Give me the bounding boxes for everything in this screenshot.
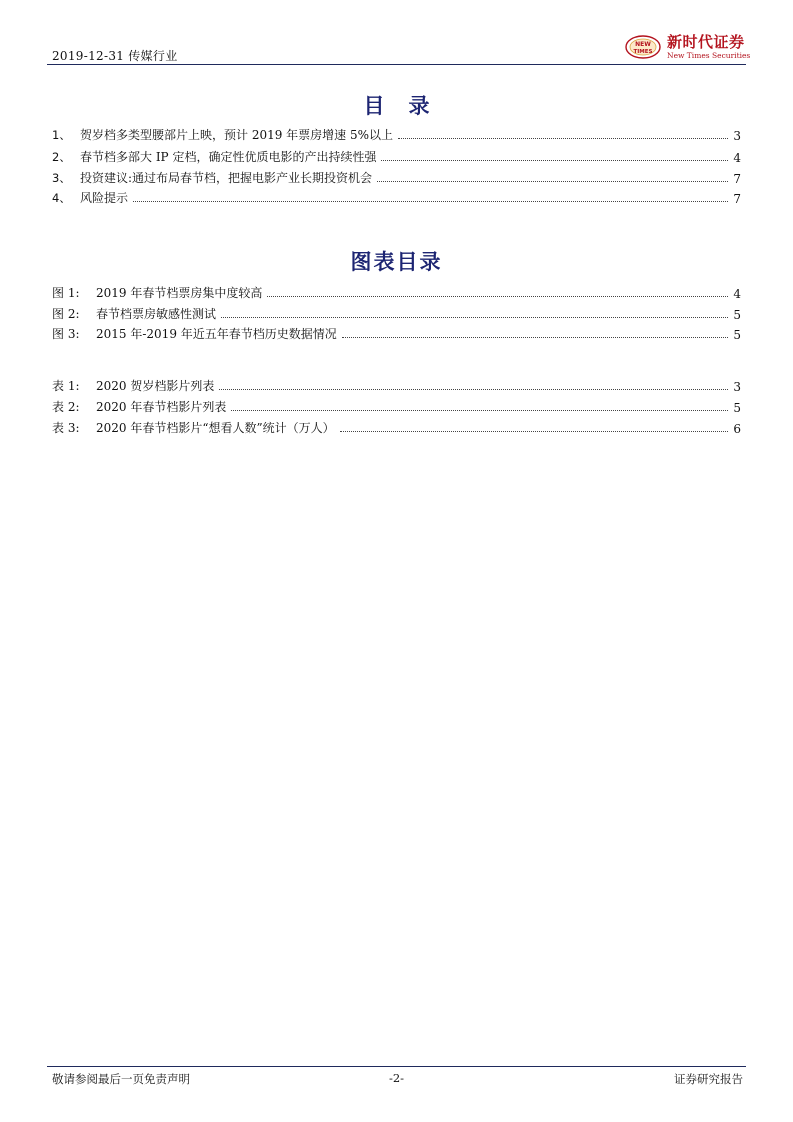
figure-entry-page: 5 <box>733 308 741 322</box>
dot-leader <box>133 200 728 202</box>
table-entry-number: 表 1: <box>52 379 80 393</box>
figure-entry-page: 5 <box>733 328 741 342</box>
toc-entry-label: 春节档多部大 IP 定档，确定性优质电影的产出持续性强 <box>80 150 377 164</box>
toc-entry-number: 4、 <box>52 191 71 205</box>
dot-leader <box>340 430 728 432</box>
toc-entry-3[interactable] <box>52 168 741 186</box>
table-entry-label: 2020 贺岁档影片列表 <box>96 379 215 393</box>
dot-leader <box>398 137 728 139</box>
table-entry-page: 5 <box>733 401 741 415</box>
dot-leader <box>221 316 728 318</box>
toc-entry-page: 7 <box>733 192 741 206</box>
svg-text:TIMES: TIMES <box>633 49 653 55</box>
figure-entry-label: 2019 年春节档票房集中度较高 <box>96 286 263 300</box>
figure-entry-number: 图 1: <box>52 286 80 300</box>
company-logo <box>625 31 750 65</box>
footer-divider <box>47 1066 746 1067</box>
figure-entry-label: 春节档票房敏感性测试 <box>96 307 217 321</box>
table-entry-page: 3 <box>733 380 741 394</box>
figure-entry-number: 图 2: <box>52 307 80 321</box>
figure-entry-page: 4 <box>733 287 741 301</box>
logo-text-en: New Times Securities <box>667 51 751 60</box>
dot-leader <box>342 336 728 338</box>
figure-entry-number: 图 3: <box>52 327 80 341</box>
dot-leader <box>267 295 728 297</box>
dot-leader <box>381 159 728 161</box>
table-entry-1[interactable] <box>52 376 741 394</box>
toc-entry-label: 投资建议:通过布局春节档，把握电影产业长期投资机会 <box>80 171 373 185</box>
toc-entry-page: 3 <box>733 129 741 143</box>
footer-page-number: -2- <box>388 1071 405 1085</box>
toc-entry-4[interactable] <box>52 188 741 206</box>
table-entry-2[interactable] <box>52 397 741 415</box>
table-entry-page: 6 <box>733 422 741 436</box>
header-divider <box>47 64 746 65</box>
toc-entry-label: 风险提示 <box>80 191 129 205</box>
footer-report-type: 证券研究报告 <box>674 1072 743 1086</box>
toc-entry-number: 2、 <box>52 150 71 164</box>
toc-entry-label: 贺岁档多类型腰部片上映，预计 2019 年票房增速 5%以上 <box>80 128 394 142</box>
figure-entry-2[interactable] <box>52 304 741 322</box>
toc-entry-1[interactable] <box>52 125 741 143</box>
table-entry-label: 2020 年春节档影片“想看人数”统计（万人） <box>96 421 335 435</box>
svg-text:NEW: NEW <box>635 41 651 48</box>
footer-disclaimer: 敬请参阅最后一页免责声明 <box>52 1072 190 1086</box>
figure-entry-1[interactable] <box>52 283 741 301</box>
dot-leader <box>231 409 728 411</box>
table-entry-number: 表 2: <box>52 400 80 414</box>
new-times-logo-icon <box>625 34 661 60</box>
toc-entry-page: 4 <box>733 151 741 165</box>
table-entry-3[interactable] <box>52 418 741 436</box>
table-entry-number: 表 3: <box>52 421 80 435</box>
dot-leader <box>219 388 728 390</box>
toc-entry-2[interactable] <box>52 147 741 165</box>
toc-entry-number: 3、 <box>52 171 71 185</box>
table-entry-label: 2020 年春节档影片列表 <box>96 400 227 414</box>
figure-entry-3[interactable] <box>52 324 741 342</box>
toc-entry-page: 7 <box>733 172 741 186</box>
logo-text-cn: 新时代证券 <box>667 33 745 51</box>
toc-title: 目录 <box>363 94 454 118</box>
figure-entry-label: 2015 年-2019 年近五年春节档历史数据情况 <box>96 327 337 341</box>
figure-index-title: 图表目录 <box>350 250 443 274</box>
toc-entry-number: 1、 <box>52 128 71 142</box>
report-date-industry: 2019-12-31 传媒行业 <box>52 49 178 63</box>
dot-leader <box>377 180 728 182</box>
